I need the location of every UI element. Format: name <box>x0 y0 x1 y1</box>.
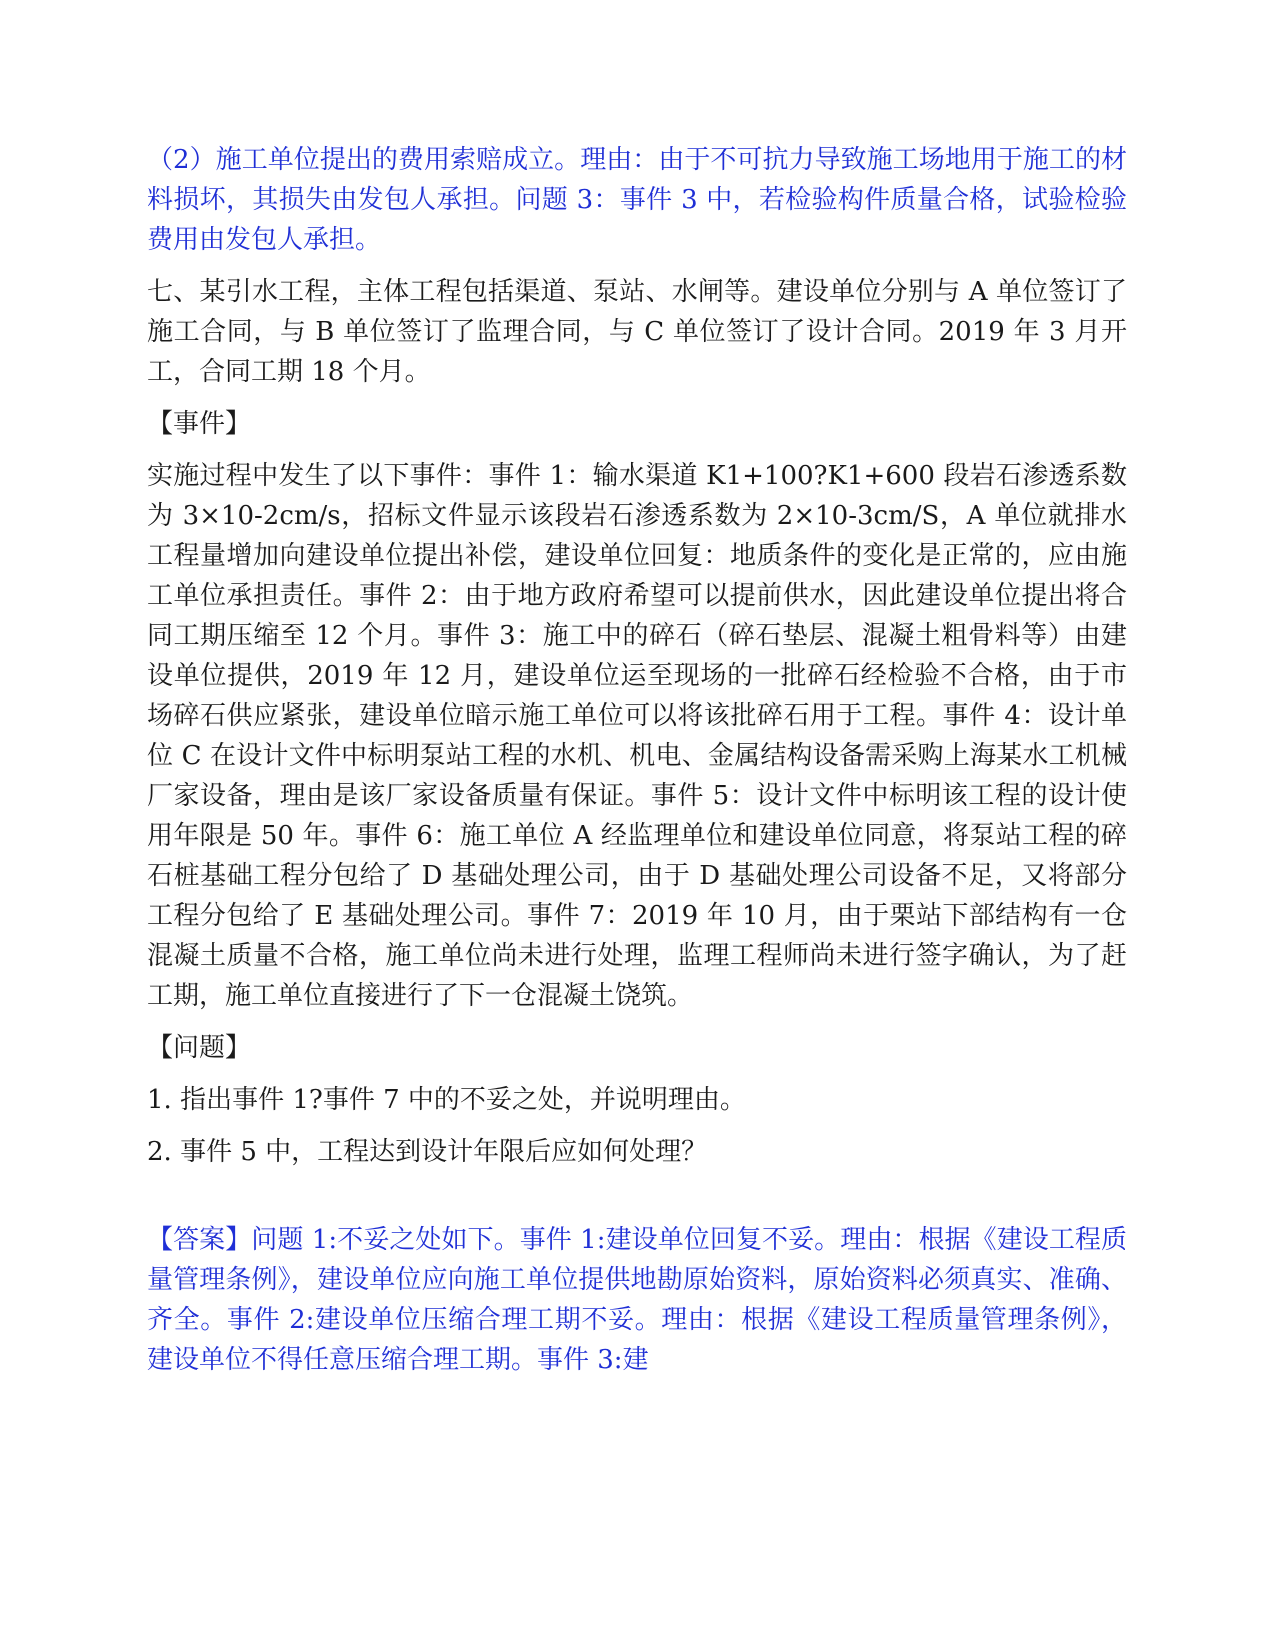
events-heading: 【事件】 <box>147 409 252 439</box>
question-2: 2. 事件 5 中，工程达到设计年限后应如何处理？ <box>147 1137 708 1167</box>
questions-heading: 【问题】 <box>147 1033 252 1063</box>
question-seven-intro: 七、某引水工程，主体工程包括渠道、泵站、水闸等。建设单位分别与 A 单位签订了施工合同，与 B 单位签订了监理合同，与 C 单位签订了设计合同。2019 年 3 月开工，合同工期 18 个月。 <box>147 277 1127 387</box>
answer-continuation: （2）施工单位提出的费用索赔成立。理由：由于不可抗力导致施工场地用于施工的材料损坏，其损失由发包人承担。问题 3：事件 3 中，若检验构件质量合格，试验检验费用由发包人承担。 <box>147 145 1127 255</box>
events-body: 实施过程中发生了以下事件：事件 1：输水渠道 K1+100?K1+600 段岩石渗透系数为 3×10-2cm/s，招标文件显示该段岩石渗透系数为 2×10-3cm/S，A 单位就排水工程量增加向建设单位提出补偿，建设单位回复：地质条件的变化是正常的，应由施工单位承担责任。事件 2：由于地方政府希望可以提前供水，因此建设单位提出将合同工期压缩至 12 个月。事件 3：施工中的碎石（碎石垫层、混凝土粗骨料等）由建设单位提供，2019 年 12 月，建设单位运至现场的一批碎石经检验不合格，由于市场碎石供应紧张，建设单位暗示施工单位可以将该批碎石用于工程。事件 4：设计单位 C 在设计文件中标明泵站工程的水机、机电、金属结构设备需采购上海某水工机械厂家设备，理由是该厂家设备质量有保证。事件 5：设计文件中标明该工程的设计使用年限是 50 年。事件 6：施工单位 A 经监理单位和建设单位同意，将泵站工程的碎石桩基础工程分包给了 D 基础处理公司，由于 D 基础处理公司设备不足，又将部分工程分包给了 E 基础处理公司。事件 7：2019 年 10 月，由于栗站下部结构有一仓混凝土质量不合格，施工单位尚未进行处理，监理工程师尚未进行签字确认，为了赶工期，施工单位直接进行了下一仓混凝土饶筑。 <box>147 461 1127 1011</box>
document-page <box>147 140 1127 1392</box>
answer-body: 【答案】问题 1:不妥之处如下。事件 1:建设单位回复不妥。理由：根据《建设工程质量管理条例》，建设单位应向施工单位提供地勘原始资料，原始资料必须真实、准确、齐全。事件 2:建设单位压缩合理工期不妥。理由：根据《建设工程质量管理条例》，建设单位不得任意压缩合理工期。事件 3:建 <box>147 1225 1127 1375</box>
question-1: 1. 指出事件 1?事件 7 中的不妥之处，并说明理由。 <box>147 1085 746 1115</box>
spacer <box>147 1184 1127 1220</box>
